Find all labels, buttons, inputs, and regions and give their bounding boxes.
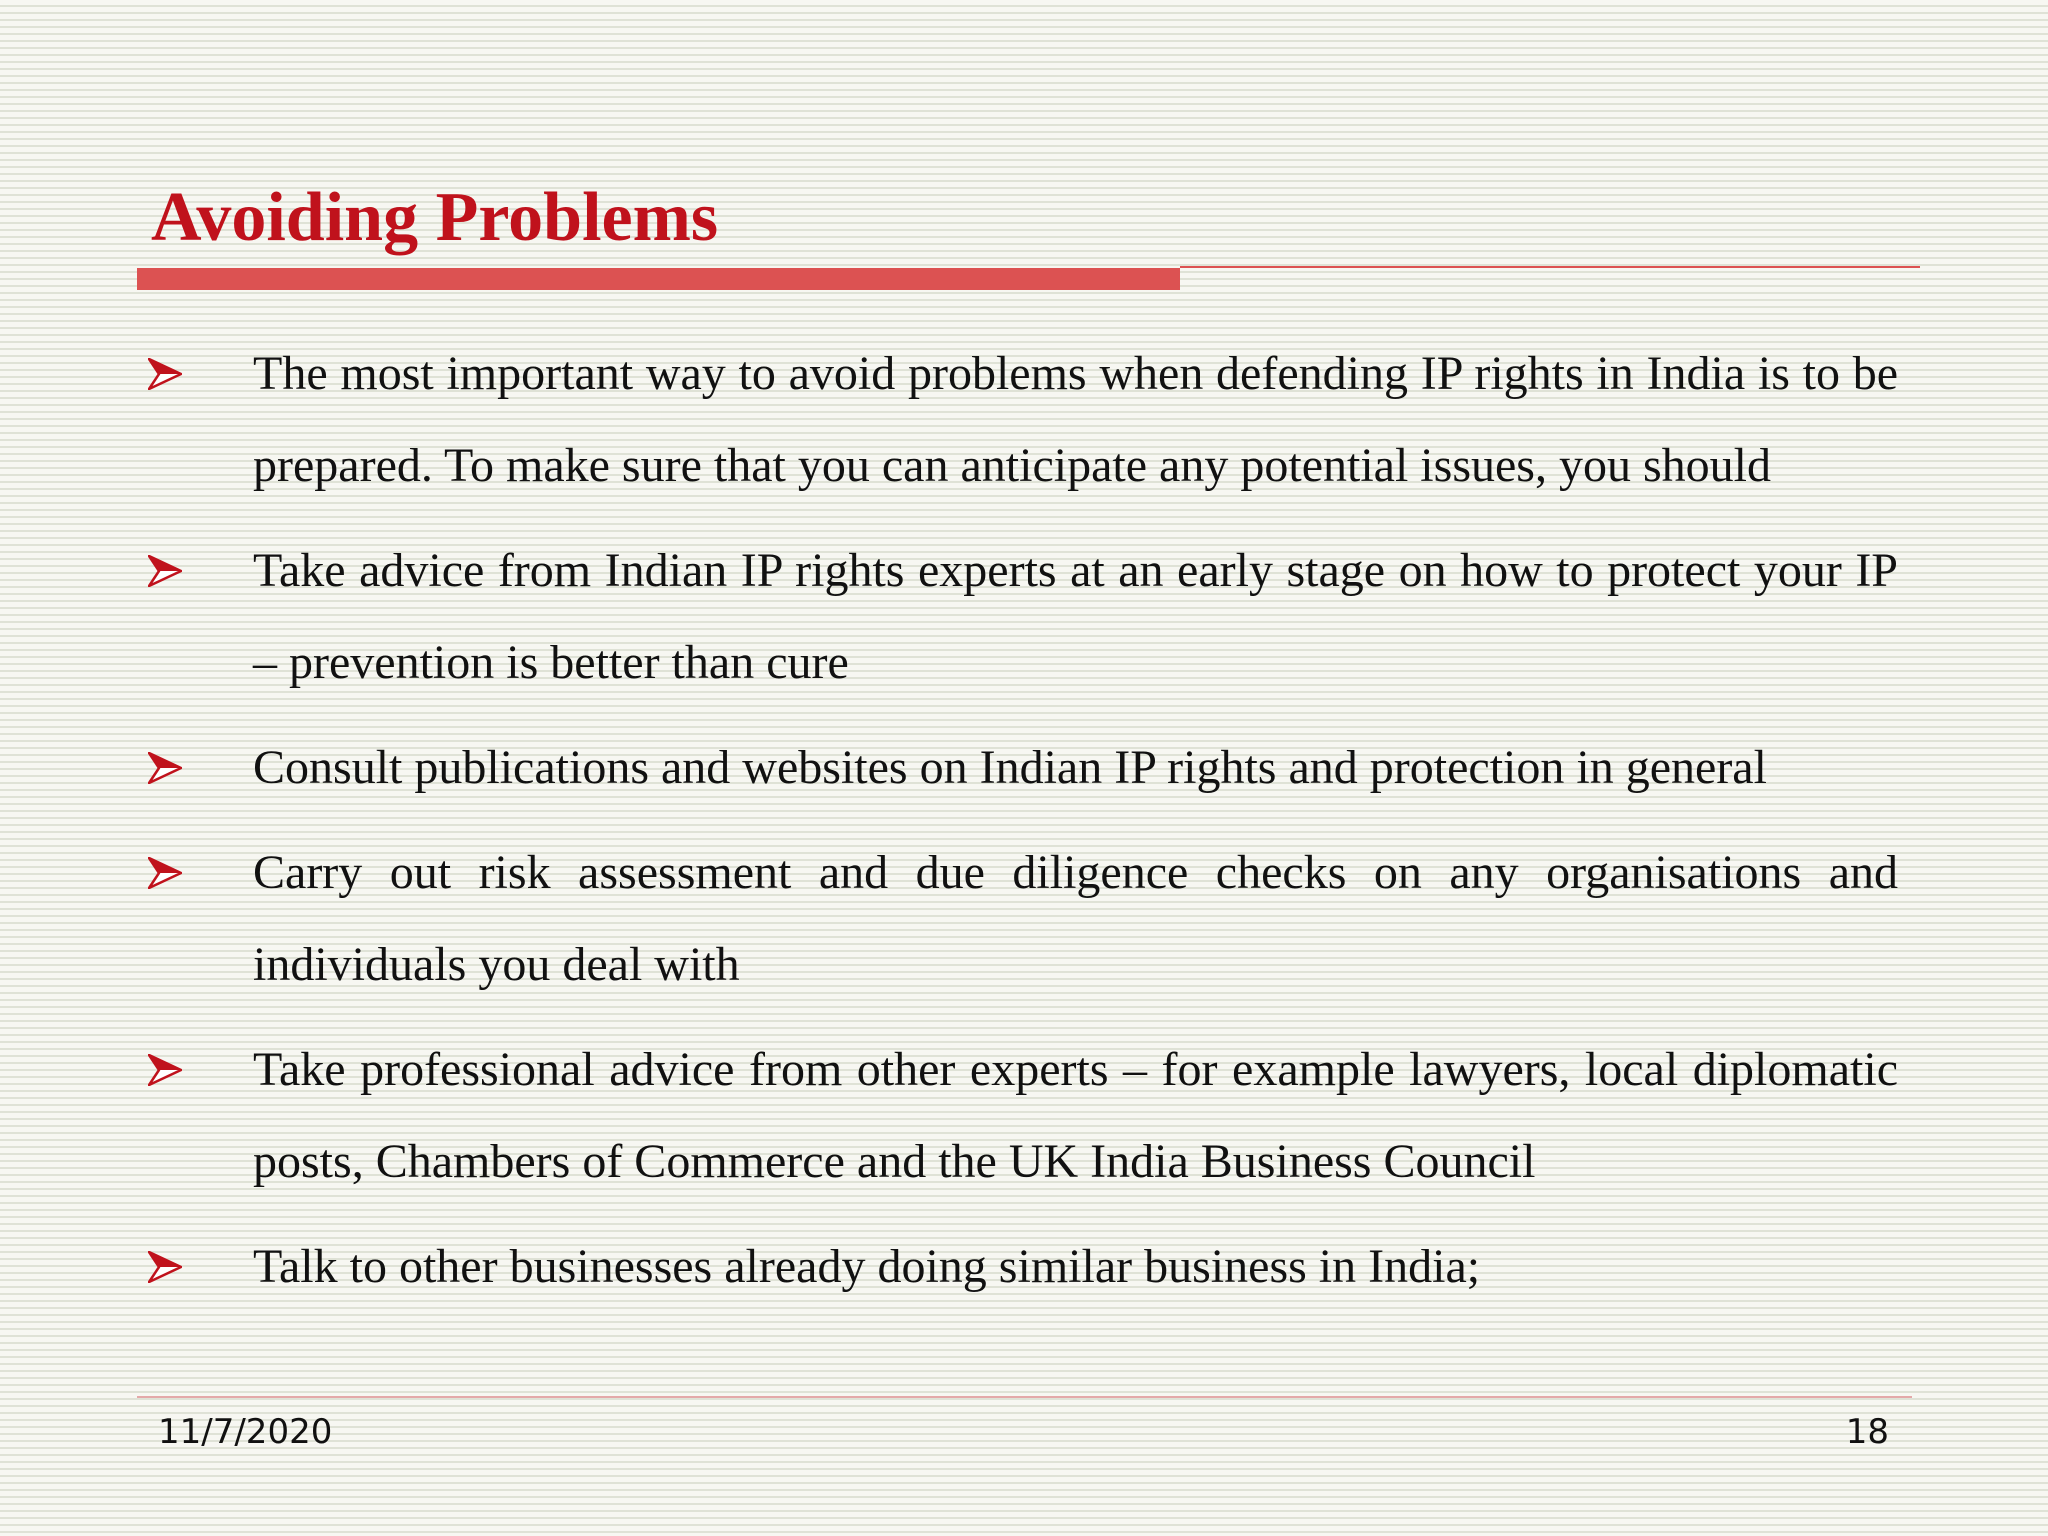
bullet-text: Talk to other businesses already doing similar business in India; <box>253 1240 1481 1293</box>
title-underline-thick <box>137 268 1180 290</box>
arrow-bullet-icon <box>148 1221 188 1313</box>
bullet-item <box>148 1024 1898 1208</box>
bullet-text: The most important way to avoid problems when defending IP rights in India is to be prepared. To make sure that you can anticipate any potential issues, you should <box>253 347 1898 492</box>
bullet-list <box>148 328 1898 1326</box>
arrow-bullet-icon <box>148 328 188 420</box>
bullet-text: Take advice from Indian IP rights experts at an early stage on how to protect your IP – prevention is better than cure <box>253 544 1898 689</box>
bullet-item <box>148 328 1898 512</box>
arrow-bullet-icon <box>148 722 188 814</box>
bullet-item <box>148 722 1898 814</box>
bullet-text: Consult publications and websites on Indian IP rights and protection in general <box>253 741 1767 794</box>
bullet-text: Carry out risk assessment and due diligence checks on any organisations and individuals you deal with <box>253 846 1898 991</box>
bullet-item <box>148 525 1898 709</box>
bullet-item <box>148 827 1898 1011</box>
arrow-bullet-icon <box>148 1024 188 1116</box>
bullet-item <box>148 1221 1898 1313</box>
footer-date: 11/7/2020 <box>158 1412 333 1452</box>
footer-divider <box>137 1396 1912 1398</box>
page-number: 18 <box>1845 1412 1889 1452</box>
bullet-text: Take professional advice from other experts – for example lawyers, local diplomatic posts, Chambers of Commerce and the UK India Business Council <box>253 1043 1898 1188</box>
arrow-bullet-icon <box>148 827 188 919</box>
arrow-bullet-icon <box>148 525 188 617</box>
slide-title: Avoiding Problems <box>151 179 719 256</box>
title-underline-thin <box>1180 266 1920 268</box>
